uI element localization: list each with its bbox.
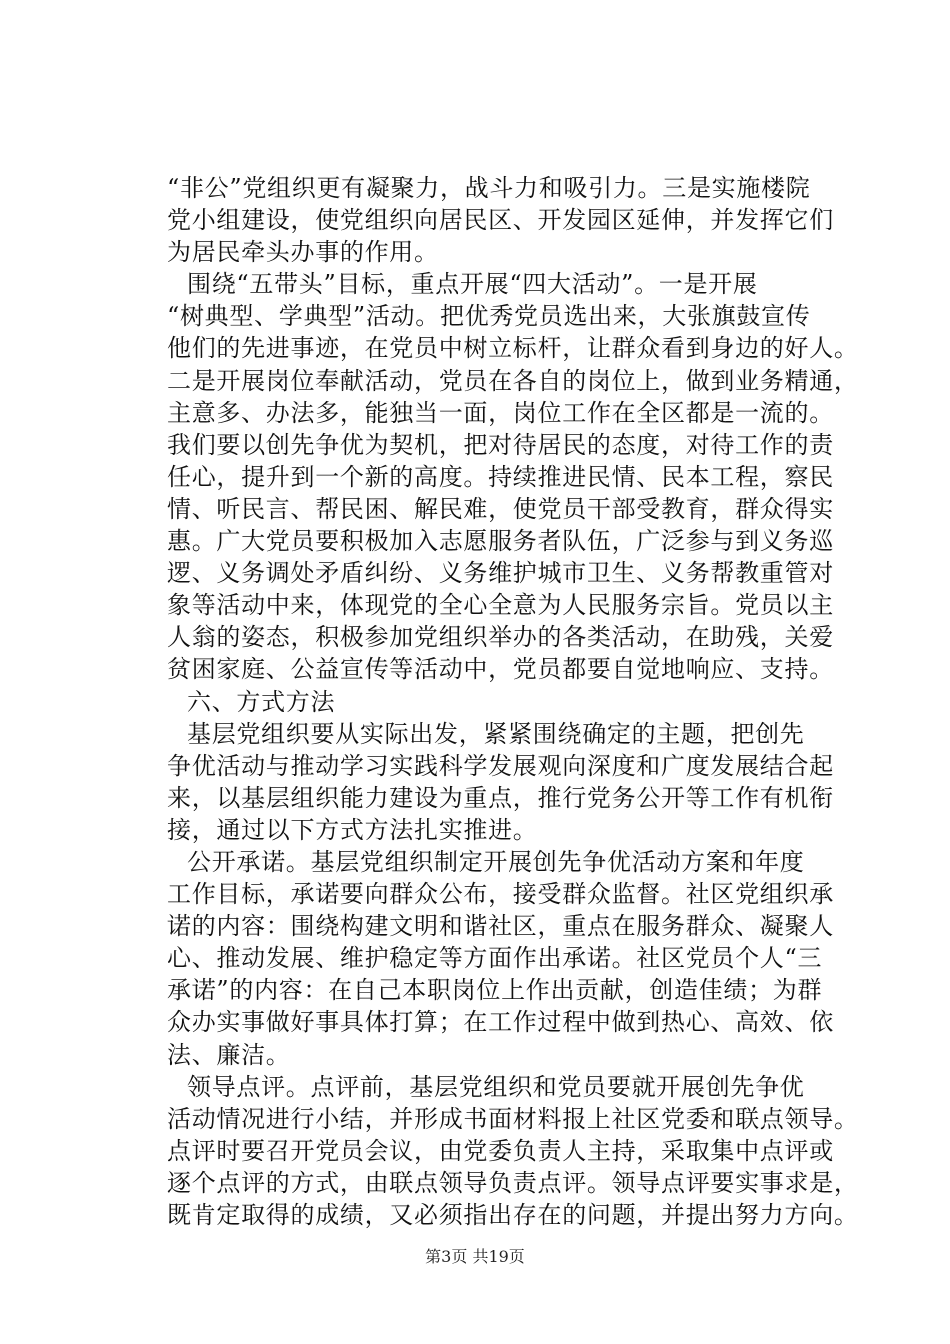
text-line: 众办实事做好事具体打算；在工作过程中做到热心、高效、依 (167, 1008, 834, 1037)
text-line: 人翁的姿态，积极参加党组织举办的各类活动，在助残，关爱 (167, 623, 834, 652)
paragraph-first-line: 领导点评。点评前，基层党组织和党员要就开展创先争优 (187, 1072, 805, 1101)
text-line: 工作目标，承诺要向群众公布，接受群众监督。社区党组织承 (167, 880, 834, 909)
text-line: 活动情况进行小结，并形成书面材料报上社区党委和联点领导。 (167, 1104, 859, 1133)
text-line: “非公”党组织更有凝聚力，战斗力和吸引力。三是实施楼院 (167, 174, 811, 202)
text-line: 来，以基层组织能力建设为重点，推行党务公开等工作有机衔 (167, 783, 834, 812)
text-line: 接，通过以下方式方法扎实推进。 (167, 815, 538, 844)
text-line: 主意多、办法多，能独当一面，岗位工作在全区都是一流的。 (167, 398, 834, 427)
text-line: 心、推动发展、维护稳定等方面作出承诺。社区党员个人“三 (167, 944, 823, 973)
text-line: 承诺”的内容：在自己本职岗位上作出贡献，创造佳绩；为群 (167, 976, 823, 1005)
paragraph-first-line: 公开承诺。基层党组织制定开展创先争优活动方案和年度 (187, 847, 805, 876)
text-line: 为居民牵头办事的作用。 (167, 238, 439, 267)
text-line: 任心，提升到一个新的高度。持续推进民情、民本工程，察民 (167, 462, 834, 491)
paragraph-first-line: 基层党组织要从实际出发，紧紧围绕确定的主题，把创先 (187, 719, 805, 748)
body-text (167, 172, 859, 1231)
text-line: 惠。广大党员要积极加入志愿服务者队伍，广泛参与到义务巡 (167, 527, 834, 556)
text-line: 情、听民言、帮民困、解民难，使党员干部受教育，群众得实 (167, 494, 834, 523)
text-line: 争优活动与推动学习实践科学发展观向深度和广度发展结合起 (167, 751, 834, 780)
text-line: 诺的内容：围绕构建文明和谐社区，重点在服务群众、凝聚人 (167, 912, 834, 941)
page-number-footer: 第3页 共19页 (425, 1247, 525, 1266)
text-line: 逐个点评的方式，由联点领导负责点评。领导点评要实事求是， (167, 1168, 859, 1197)
text-line: 党小组建设，使党组织向居民区、开发园区延伸，并发挥它们 (167, 206, 834, 235)
text-line: “树典型、学典型”活动。把优秀党员选出来，大张旗鼓宣传 (167, 302, 811, 331)
paragraph-first-line: 围绕“五带头”目标，重点开展“四大活动”。一是开展 (187, 270, 758, 299)
text-line: 我们要以创先争优为契机，把对待居民的态度，对待工作的责 (167, 430, 834, 459)
text-line: 二是开展岗位奉献活动，党员在各自的岗位上，做到业务精通， (167, 366, 859, 395)
text-line: 点评时要召开党员会议，由党委负责人主持，采取集中点评或 (167, 1136, 834, 1165)
text-line: 逻、义务调处矛盾纠纷、义务维护城市卫生、义务帮教重管对 (167, 559, 834, 588)
section-heading: 六、方式方法 (187, 687, 336, 716)
text-line: 贫困家庭、公益宣传等活动中，党员都要自觉地响应、支持。 (167, 655, 834, 684)
text-line: 既肯定取得的成绩，又必须指出存在的问题，并提出努力方向。 (167, 1201, 859, 1229)
text-line: 他们的先进事迹，在党员中树立标杆，让群众看到身边的好人。 (167, 334, 859, 363)
text-line: 法、廉洁。 (167, 1040, 291, 1069)
text-line: 象等活动中来，体现党的全心全意为人民服务宗旨。党员以主 (167, 591, 834, 620)
